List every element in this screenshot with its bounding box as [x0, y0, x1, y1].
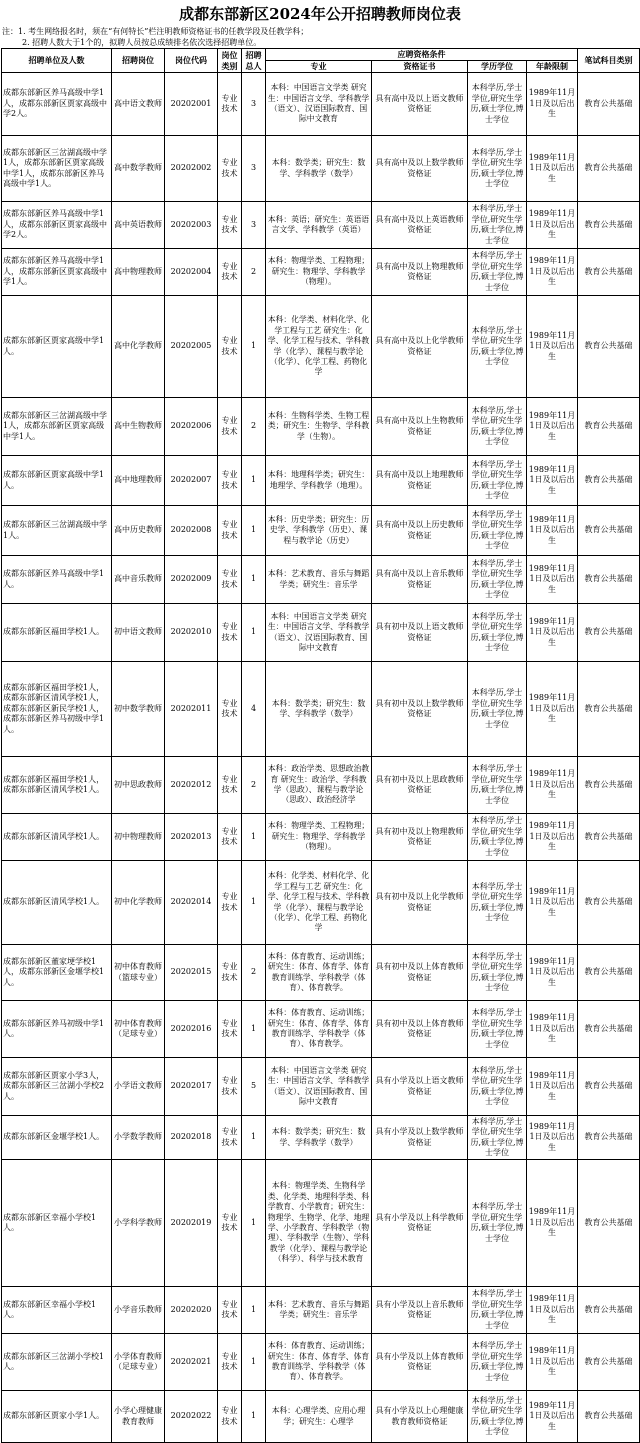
table-row — [2, 506, 640, 556]
count-cell: 1 — [242, 604, 266, 662]
type-cell: 专业技术 — [218, 456, 242, 506]
cert-cell: 具有小学及以上语文教师资格证 — [372, 1058, 468, 1116]
exam-cell: 教育公共基础 — [578, 1391, 640, 1443]
count-cell: 2 — [242, 757, 266, 814]
age-cell: 1989年11月1日及以后出生 — [527, 456, 578, 506]
unit-cell: 成都东部新区金堰学校1人。 — [2, 1116, 112, 1160]
code-cell: 20202015 — [165, 945, 218, 1001]
type-cell: 专业技术 — [218, 73, 242, 136]
cert-cell: 具有初中及以上语文教师资格证 — [372, 604, 468, 662]
table-row — [2, 1001, 640, 1058]
unit-cell: 成都东部新区三岔湖高级中学1人，成都东部新区贾家高级中学1人，成都东部新区养马高级中学1人。 — [2, 136, 112, 202]
post-cell: 高中英语教师 — [112, 202, 165, 249]
code-cell: 20202007 — [165, 456, 218, 506]
table-row — [2, 604, 640, 662]
unit-cell: 成都东部新区福田学校1人。 — [2, 604, 112, 662]
count-cell: 1 — [242, 1001, 266, 1058]
count-cell: 5 — [242, 1058, 266, 1116]
edu-cell: 本科学历,学士学位,研究生学历,硕士学位,博士学位 — [468, 296, 527, 398]
table-row — [2, 757, 640, 814]
major-cell: 本科：政治学类、思想政治教育 研究生：政治学、学科教学（思政）、课程与教学论（思政）、政治经济学 — [266, 757, 372, 814]
header-post: 招聘岗位 — [112, 49, 165, 73]
unit-cell: 成都东部新区养马高级中学1人，成都东部新区贾家高级中学2人。 — [2, 202, 112, 249]
major-cell: 本科：中国语言文学类 研究生：中国语言文学、学科教学（语文）、汉语国际教育、国际中文教育 — [266, 604, 372, 662]
cert-cell: 具有初中及以上体育教师资格证 — [372, 945, 468, 1001]
cert-cell: 具有高中及以上生物教师资格证 — [372, 398, 468, 456]
edu-cell: 本科学历,学士学位,研究生学历,硕士学位,博士学位 — [468, 1058, 527, 1116]
edu-cell: 本科学历,学士学位,研究生学历,硕士学位,博士学位 — [468, 73, 527, 136]
cert-cell: 具有高中及以上数学教师资格证 — [372, 136, 468, 202]
table-row — [2, 296, 640, 398]
post-cell: 小学数学教师 — [112, 1116, 165, 1160]
age-cell: 1989年11月1日及以后出生 — [527, 556, 578, 604]
post-cell: 小学心理健康教育教师 — [112, 1391, 165, 1443]
major-cell: 本科：艺术教育、音乐与舞蹈学类；研究生：音乐学 — [266, 1287, 372, 1334]
cert-cell: 具有高中及以上音乐教师资格证 — [372, 556, 468, 604]
cert-cell: 具有小学及以上科学教师资格证 — [372, 1160, 468, 1287]
table-row — [2, 73, 640, 136]
exam-cell: 教育公共基础 — [578, 1116, 640, 1160]
edu-cell: 本科学历,学士学位,研究生学历,硕士学位,博士学位 — [468, 249, 527, 296]
type-cell: 专业技术 — [218, 814, 242, 861]
positions-table — [1, 48, 640, 1443]
type-cell: 专业技术 — [218, 506, 242, 556]
count-cell: 1 — [242, 1287, 266, 1334]
count-cell: 3 — [242, 73, 266, 136]
exam-cell: 教育公共基础 — [578, 1001, 640, 1058]
edu-cell: 本科学历,学士学位,研究生学历,硕士学位,博士学位 — [468, 945, 527, 1001]
exam-cell: 教育公共基础 — [578, 945, 640, 1001]
code-cell: 20202017 — [165, 1058, 218, 1116]
age-cell: 1989年11月1日及以后出生 — [527, 506, 578, 556]
header-unit: 招聘单位及人数 — [2, 49, 112, 73]
notes — [0, 26, 640, 48]
post-cell: 小学科学教师 — [112, 1160, 165, 1287]
post-cell: 高中音乐教师 — [112, 556, 165, 604]
unit-cell: 成都东部新区养马初级中学1人。 — [2, 1001, 112, 1058]
header-exam: 笔试科目类别 — [578, 49, 640, 73]
exam-cell: 教育公共基础 — [578, 757, 640, 814]
age-cell: 1989年11月1日及以后出生 — [527, 814, 578, 861]
count-cell: 1 — [242, 861, 266, 945]
count-cell: 1 — [242, 1116, 266, 1160]
header-type: 岗位类别 — [218, 49, 242, 73]
unit-cell: 成都东部新区清风学校1人。 — [2, 861, 112, 945]
table-row — [2, 202, 640, 249]
edu-cell: 本科学历,学士学位,研究生学历,硕士学位,博士学位 — [468, 1001, 527, 1058]
type-cell: 专业技术 — [218, 249, 242, 296]
unit-cell: 成都东部新区三岔湖高级中学1人，成都东部新区贾家高级中学1人。 — [2, 398, 112, 456]
code-cell: 20202021 — [165, 1334, 218, 1391]
table-row — [2, 456, 640, 506]
table-row — [2, 945, 640, 1001]
code-cell: 20202022 — [165, 1391, 218, 1443]
edu-cell: 本科学历,学士学位,研究生学历,硕士学位,博士学位 — [468, 662, 527, 757]
age-cell: 1989年11月1日及以后出生 — [527, 73, 578, 136]
header-code: 岗位代码 — [165, 49, 218, 73]
major-cell: 本科：化学类、材料化学、化学工程与工艺 研究生：化学、化学工程与技术、学科教学（化学）、课程与教学论（化学）、化学工程、药物化学 — [266, 861, 372, 945]
type-cell: 专业技术 — [218, 1160, 242, 1287]
cert-cell: 具有小学及以上体育教师资格证 — [372, 1334, 468, 1391]
table-row — [2, 1160, 640, 1287]
count-cell: 3 — [242, 136, 266, 202]
unit-cell: 成都东部新区福田学校1人，成都东部新区清风学校1人。 — [2, 757, 112, 814]
table-row — [2, 556, 640, 604]
exam-cell: 教育公共基础 — [578, 136, 640, 202]
cert-cell: 具有高中及以上地理教师资格证 — [372, 456, 468, 506]
note-1: 注：1. 考生网络报名时，须在“有何特长”栏注明教师资格证书的任教学段及任教学科； — [2, 27, 309, 36]
type-cell: 专业技术 — [218, 556, 242, 604]
count-cell: 1 — [242, 1334, 266, 1391]
unit-cell: 成都东部新区贾家小学3人，成都东部新区三岔湖小学校2人。 — [2, 1058, 112, 1116]
table-row — [2, 1391, 640, 1443]
edu-cell: 本科学历,学士学位,研究生学历,硕士学位,博士学位 — [468, 506, 527, 556]
note-2: 2. 招聘人数大于1个的，拟聘人员按总成绩排名依次选择招聘单位。 — [22, 38, 262, 47]
table-row — [2, 249, 640, 296]
code-cell: 20202010 — [165, 604, 218, 662]
edu-cell: 本科学历,学士学位,研究生学历,硕士学位,博士学位 — [468, 556, 527, 604]
exam-cell: 教育公共基础 — [578, 456, 640, 506]
age-cell: 1989年11月1日及以后出生 — [527, 757, 578, 814]
post-cell: 小学音乐教师 — [112, 1287, 165, 1334]
header-conditions: 应聘资格条件 — [266, 49, 578, 61]
table-row — [2, 662, 640, 757]
cert-cell: 具有初中及以上物理教师资格证 — [372, 814, 468, 861]
age-cell: 1989年11月1日及以后出生 — [527, 861, 578, 945]
code-cell: 20202014 — [165, 861, 218, 945]
exam-cell: 教育公共基础 — [578, 202, 640, 249]
post-cell: 小学语文教师 — [112, 1058, 165, 1116]
unit-cell: 成都东部新区贾家高级中学1人。 — [2, 456, 112, 506]
exam-cell: 教育公共基础 — [578, 1334, 640, 1391]
count-cell: 1 — [242, 556, 266, 604]
unit-cell: 成都东部新区福田学校1人，成都东部新区清风学校1人，成都东部新区新民学校1人，成都东部新区养马初级中学1人。 — [2, 662, 112, 757]
age-cell: 1989年11月1日及以后出生 — [527, 1116, 578, 1160]
major-cell: 本科：数学类；研究生：数学、学科教学（数学） — [266, 136, 372, 202]
post-cell: 初中体育教师（篮球专业） — [112, 945, 165, 1001]
count-cell: 1 — [242, 1160, 266, 1287]
unit-cell: 成都东部新区三岔湖小学校1人。 — [2, 1334, 112, 1391]
code-cell: 20202012 — [165, 757, 218, 814]
major-cell: 本科：物理学类、生物科学类、化学类、地理科学类、科学教育、小学教育；研究生：物理学、生物学、化学、地理学、小学教育、学科教学（物理）、学科教学（生物）、学科教学（化学）、课程与教学论（科学）、科学与技术教育 — [266, 1160, 372, 1287]
code-cell: 20202011 — [165, 662, 218, 757]
major-cell: 本科：中国语言文学类 研究生：中国语言文学、学科教学（语文）、汉语国际教育、国际中文教育 — [266, 1058, 372, 1116]
major-cell: 本科：艺术教育、音乐与舞蹈学类；研究生：音乐学 — [266, 556, 372, 604]
table-row — [2, 398, 640, 456]
cert-cell: 具有初中及以上数学教师资格证 — [372, 662, 468, 757]
cert-cell: 具有高中及以上历史教师资格证 — [372, 506, 468, 556]
code-cell: 20202002 — [165, 136, 218, 202]
age-cell: 1989年11月1日及以后出生 — [527, 1334, 578, 1391]
edu-cell: 本科学历,学士学位,研究生学历,硕士学位,博士学位 — [468, 398, 527, 456]
age-cell: 1989年11月1日及以后出生 — [527, 604, 578, 662]
unit-cell: 成都东部新区贾家高级中学1人。 — [2, 296, 112, 398]
unit-cell: 成都东部新区幸福小学校1人。 — [2, 1287, 112, 1334]
edu-cell: 本科学历,学士学位,研究生学历,硕士学位,博士学位 — [468, 456, 527, 506]
code-cell: 20202004 — [165, 249, 218, 296]
type-cell: 专业技术 — [218, 1287, 242, 1334]
cert-cell: 具有初中及以上体育教师资格证 — [372, 1001, 468, 1058]
exam-cell: 教育公共基础 — [578, 861, 640, 945]
exam-cell: 教育公共基础 — [578, 1160, 640, 1287]
cert-cell: 具有初中及以上化学教师资格证 — [372, 861, 468, 945]
age-cell: 1989年11月1日及以后出生 — [527, 1287, 578, 1334]
type-cell: 专业技术 — [218, 202, 242, 249]
type-cell: 专业技术 — [218, 945, 242, 1001]
post-cell: 初中物理教师 — [112, 814, 165, 861]
major-cell: 本科：英语；研究生：英语语言文学、学科教学（英语） — [266, 202, 372, 249]
major-cell: 本科：化学类、材料化学、化学工程与工艺 研究生：化学、化学工程与技术、学科教学（化学）、课程与教学论（化学）、化学工程、药物化学 — [266, 296, 372, 398]
cert-cell: 具有小学及以上音乐教师资格证 — [372, 1287, 468, 1334]
code-cell: 20202008 — [165, 506, 218, 556]
exam-cell: 教育公共基础 — [578, 556, 640, 604]
exam-cell: 教育公共基础 — [578, 296, 640, 398]
type-cell: 专业技术 — [218, 1391, 242, 1443]
post-cell: 初中体育教师（足球专业） — [112, 1001, 165, 1058]
code-cell: 20202005 — [165, 296, 218, 398]
code-cell: 20202006 — [165, 398, 218, 456]
edu-cell: 本科学历,学士学位,研究生学历,硕士学位,博士学位 — [468, 202, 527, 249]
cert-cell: 具有小学及以上心理健康教育教师资格证 — [372, 1391, 468, 1443]
age-cell: 1989年11月1日及以后出生 — [527, 398, 578, 456]
post-cell: 初中数学教师 — [112, 662, 165, 757]
post-cell: 高中数学教师 — [112, 136, 165, 202]
cert-cell: 具有高中及以上物理教师资格证 — [372, 249, 468, 296]
age-cell: 1989年11月1日及以后出生 — [527, 1160, 578, 1287]
age-cell: 1989年11月1日及以后出生 — [527, 1058, 578, 1116]
unit-cell: 成都东部新区三岔湖高级中学1人。 — [2, 506, 112, 556]
table-row — [2, 1287, 640, 1334]
edu-cell: 本科学历,学士学位,研究生学历,硕士学位,博士学位 — [468, 1287, 527, 1334]
header-count: 招聘总人 — [242, 49, 266, 73]
count-cell: 1 — [242, 296, 266, 398]
edu-cell: 本科学历,学士学位,研究生学历,硕士学位,博士学位 — [468, 861, 527, 945]
code-cell: 20202016 — [165, 1001, 218, 1058]
age-cell: 1989年11月1日及以后出生 — [527, 136, 578, 202]
cert-cell: 具有小学及以上数学教师资格证 — [372, 1116, 468, 1160]
post-cell: 小学体育教师（足球专业） — [112, 1334, 165, 1391]
type-cell: 专业技术 — [218, 662, 242, 757]
table-row — [2, 1116, 640, 1160]
edu-cell: 本科学历,学士学位,研究生学历,硕士学位,博士学位 — [468, 814, 527, 861]
table-row — [2, 1058, 640, 1116]
unit-cell: 成都东部新区养马高级中学1人，成都东部新区贾家高级中学1人。 — [2, 249, 112, 296]
age-cell: 1989年11月1日及以后出生 — [527, 202, 578, 249]
table-row — [2, 861, 640, 945]
type-cell: 专业技术 — [218, 1001, 242, 1058]
header-age: 年龄限制 — [527, 61, 578, 73]
count-cell: 1 — [242, 1391, 266, 1443]
exam-cell: 教育公共基础 — [578, 814, 640, 861]
exam-cell: 教育公共基础 — [578, 604, 640, 662]
exam-cell: 教育公共基础 — [578, 506, 640, 556]
age-cell: 1989年11月1日及以后出生 — [527, 296, 578, 398]
cert-cell: 具有高中及以上语文教师资格证 — [372, 73, 468, 136]
unit-cell: 成都东部新区养马高级中学1人，成都东部新区贾家高级中学2人。 — [2, 73, 112, 136]
post-cell: 初中语文教师 — [112, 604, 165, 662]
major-cell: 本科：体育教育、运动训练；研究生：体育、体育学、体育教育训练学、学科教学（体育）、体育教学。 — [266, 1334, 372, 1391]
code-cell: 20202018 — [165, 1116, 218, 1160]
major-cell: 本科：体育教育、运动训练；研究生：体育、体育学、体育教育训练学、学科教学（体育）、体育教学。 — [266, 945, 372, 1001]
major-cell: 本科：数学类；研究生：数学、学科教学（数学） — [266, 1116, 372, 1160]
exam-cell: 教育公共基础 — [578, 1287, 640, 1334]
cert-cell: 具有高中及以上英语教师资格证 — [372, 202, 468, 249]
edu-cell: 本科学历,学士学位,研究生学历,硕士学位,博士学位 — [468, 1391, 527, 1443]
table-row — [2, 136, 640, 202]
exam-cell: 教育公共基础 — [578, 1058, 640, 1116]
unit-cell: 成都东部新区贾家小学1人。 — [2, 1391, 112, 1443]
post-cell: 高中化学教师 — [112, 296, 165, 398]
count-cell: 1 — [242, 456, 266, 506]
major-cell: 本科：心理学类、应用心理学；研究生：心理学 — [266, 1391, 372, 1443]
count-cell: 2 — [242, 398, 266, 456]
type-cell: 专业技术 — [218, 757, 242, 814]
table-body — [2, 73, 640, 1443]
age-cell: 1989年11月1日及以后出生 — [527, 1391, 578, 1443]
header-major: 专业 — [266, 61, 372, 73]
exam-cell: 教育公共基础 — [578, 73, 640, 136]
age-cell: 1989年11月1日及以后出生 — [527, 1001, 578, 1058]
count-cell: 3 — [242, 202, 266, 249]
code-cell: 20202001 — [165, 73, 218, 136]
post-cell: 高中地理教师 — [112, 456, 165, 506]
type-cell: 专业技术 — [218, 1334, 242, 1391]
header-cert: 资格证书 — [372, 61, 468, 73]
unit-cell: 成都东部新区清风学校1人。 — [2, 814, 112, 861]
count-cell: 2 — [242, 945, 266, 1001]
exam-cell: 教育公共基础 — [578, 249, 640, 296]
type-cell: 专业技术 — [218, 861, 242, 945]
code-cell: 20202009 — [165, 556, 218, 604]
major-cell: 本科：物理学类、工程物理；研究生：物理学、学科教学（物理）。 — [266, 249, 372, 296]
post-cell: 高中物理教师 — [112, 249, 165, 296]
post-cell: 高中语文教师 — [112, 73, 165, 136]
code-cell: 20202020 — [165, 1287, 218, 1334]
edu-cell: 本科学历,学士学位,研究生学历,硕士学位,博士学位 — [468, 604, 527, 662]
code-cell: 20202013 — [165, 814, 218, 861]
post-cell: 高中生物教师 — [112, 398, 165, 456]
edu-cell: 本科学历,学士学位,研究生学历,硕士学位,博士学位 — [468, 757, 527, 814]
cert-cell: 具有初中及以上思政教师资格证 — [372, 757, 468, 814]
count-cell: 1 — [242, 814, 266, 861]
edu-cell: 本科学历,学士学位,研究生学历,硕士学位,博士学位 — [468, 136, 527, 202]
type-cell: 专业技术 — [218, 1058, 242, 1116]
unit-cell: 成都东部新区幸福小学校1人。 — [2, 1160, 112, 1287]
post-cell: 初中思政教师 — [112, 757, 165, 814]
age-cell: 1989年11月1日及以后出生 — [527, 945, 578, 1001]
type-cell: 专业技术 — [218, 296, 242, 398]
major-cell: 本科：数学类；研究生：数学、学科教学（数学） — [266, 662, 372, 757]
edu-cell: 本科学历,学士学位,研究生学历,硕士学位,博士学位 — [468, 1334, 527, 1391]
post-cell: 初中化学教师 — [112, 861, 165, 945]
major-cell: 本科：地理科学类；研究生：地理学、学科教学（地理）。 — [266, 456, 372, 506]
table-row — [2, 1334, 640, 1391]
code-cell: 20202019 — [165, 1160, 218, 1287]
page-title: 成都东部新区2024年公开招聘教师岗位表 — [179, 5, 461, 23]
unit-cell: 成都东部新区养马高级中学1人。 — [2, 556, 112, 604]
header-edu: 学历学位 — [468, 61, 527, 73]
type-cell: 专业技术 — [218, 398, 242, 456]
exam-cell: 教育公共基础 — [578, 398, 640, 456]
edu-cell: 本科学历,学士学位,研究生学历,硕士学位,博士学位 — [468, 1160, 527, 1287]
type-cell: 专业技术 — [218, 1116, 242, 1160]
count-cell: 2 — [242, 249, 266, 296]
major-cell: 本科：物理学类、工程物理；研究生：物理学、学科教学（物理）。 — [266, 814, 372, 861]
table-row — [2, 814, 640, 861]
count-cell: 4 — [242, 662, 266, 757]
type-cell: 专业技术 — [218, 604, 242, 662]
exam-cell: 教育公共基础 — [578, 662, 640, 757]
major-cell: 本科：历史学类；研究生：历史学、学科教学（历史）、课程与教学论（历史） — [266, 506, 372, 556]
code-cell: 20202003 — [165, 202, 218, 249]
major-cell: 本科：体育教育、运动训练；研究生：体育、体育学、体育教育训练学、学科教学（体育）、体育教学。 — [266, 1001, 372, 1058]
type-cell: 专业技术 — [218, 136, 242, 202]
major-cell: 本科：生物科学类、生物工程类；研究生：生物学、学科教学（生物）。 — [266, 398, 372, 456]
count-cell: 1 — [242, 506, 266, 556]
major-cell: 本科：中国语言文学类 研究生：中国语言文学、学科教学（语文）、汉语国际教育、国际中文教育 — [266, 73, 372, 136]
edu-cell: 本科学历,学士学位,研究生学历,硕士学位,博士学位 — [468, 1116, 527, 1160]
unit-cell: 成都东部新区董家埂学校1人，成都东部新区金堰学校1人。 — [2, 945, 112, 1001]
age-cell: 1989年11月1日及以后出生 — [527, 249, 578, 296]
cert-cell: 具有高中及以上化学教师资格证 — [372, 296, 468, 398]
age-cell: 1989年11月1日及以后出生 — [527, 662, 578, 757]
post-cell: 高中历史教师 — [112, 506, 165, 556]
